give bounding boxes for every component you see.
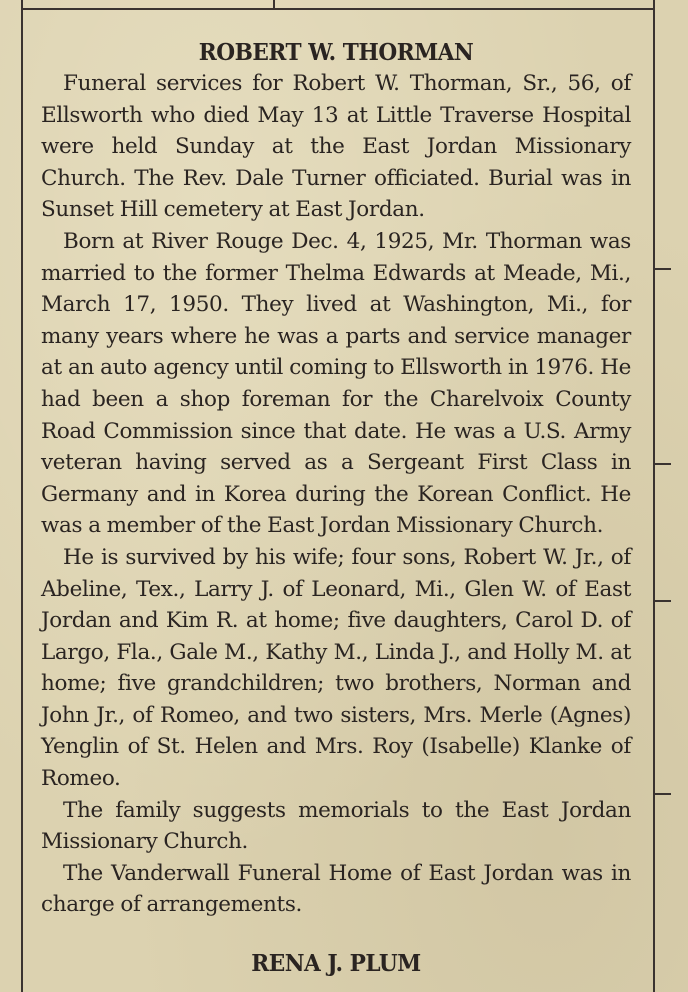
obituary-paragraph: The family suggests memorials to the East Jordan Missionary Church. bbox=[41, 797, 631, 855]
column-rule-right bbox=[653, 0, 655, 992]
obituary-headline: RENA J. PLUM bbox=[251, 950, 421, 977]
column-rule-tick bbox=[655, 793, 671, 795]
obituary-paragraph: Funeral services for Robert W. Thorman, Sr., 56, of Ellsworth who died May 13 at Little Traverse Hospital were held Sunday at the East Jordan Missionary Church. The Rev. Dale Turner officiated. Burial was in Sunset Hill cemetery at East Jordan. bbox=[41, 71, 631, 223]
obituary-headline: ROBERT W. THORMAN bbox=[198, 39, 474, 66]
column-rule-tick bbox=[655, 463, 671, 465]
column-rule-tick bbox=[655, 600, 671, 602]
obituary-paragraph: He is survived by his wife; four sons, Robert W. Jr., of Abeline, Tex., Larry J. of Leonard, Mi., Glen W. of East Jordan and Kim R. at home; five daughters, Carol D. of Largo, Fla., Gale M., Kathy M., Linda J., and Holly M. at home; five grandchildren; two brothers, Norman and John Jr., of Romeo, and two sisters, Mrs. Merle (Agnes) Yenglin of St. Helen and Mrs. Roy (Isabelle) Klanke of Romeo. bbox=[41, 544, 631, 792]
column-rule-top-divider bbox=[273, 0, 275, 9]
column-rule-top bbox=[21, 8, 655, 10]
column-rule-tick bbox=[655, 268, 671, 270]
obituary-article bbox=[41, 950, 631, 978]
obituary-paragraph: The Vanderwall Funeral Home of East Jordan was in charge of arrangements. bbox=[41, 860, 631, 918]
obituary-article bbox=[41, 39, 631, 921]
obituary-paragraph: Born at River Rouge Dec. 4, 1925, Mr. Thorman was married to the former Thelma Edwards at Meade, Mi., March 17, 1950. They lived at Washington, Mi., for many years where he was a parts and service manager at an auto agency until coming to Ellsworth in 1976. He had been a shop foreman for the Charelvoix County Road Commission since that date. He was a U.S. Army veteran having served as a Sergeant First Class in Germany and in Korea during the Korean Conflict. He was a member of the East Jordan Missionary Church. bbox=[41, 228, 631, 539]
column-rule-left bbox=[21, 0, 23, 992]
